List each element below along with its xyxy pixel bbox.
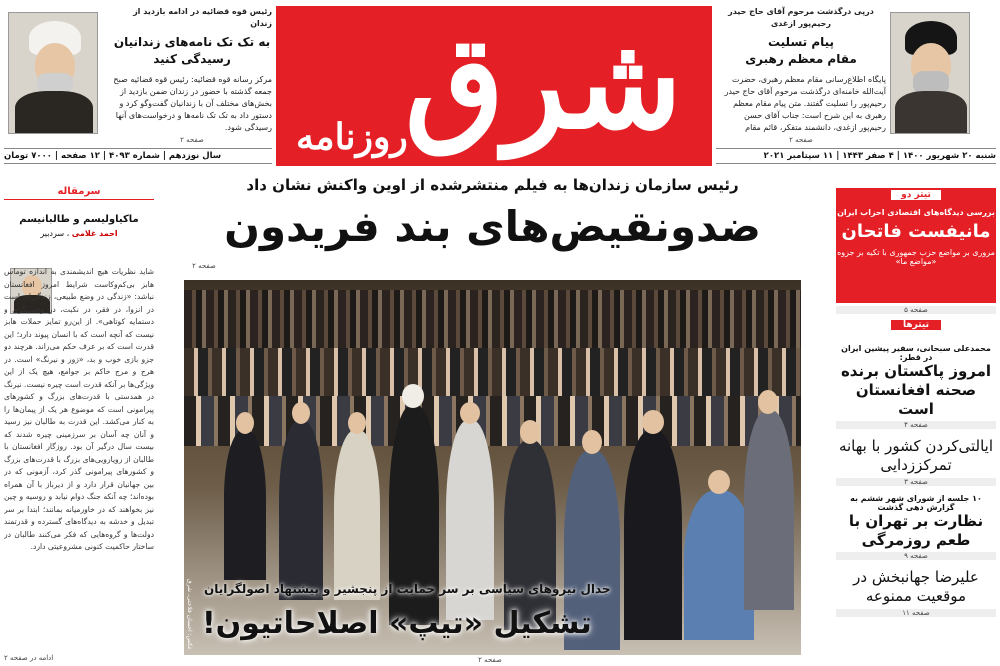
left-story-body: مرکز رسانه قوه قضائیه: رئیس قوه قضائیه صبح جمعه گذشته با حضور در زندان ضمن بازدید از بخش‌های مختلف آن با زندانیان گفت‌وگو کرد و دستور داد به تک تک نامه‌ها و درخواست‌های آنها رسیدگی شود. [113, 75, 272, 132]
masthead [0, 0, 1000, 170]
headline-item-title: ایالتی‌کردن کشور با بهانه تمرکززدایی [838, 437, 994, 474]
editorial-body: شاید نظریات هیچ اندیشمندی به اندازه توماس هابز بی‌کم‌وکاست شرایط امروز افغانستان نباشد: «زندگی در وضع طبیعی، زندگی‌ای است در انزوا، در فقر، در نکبت، در وحشیگری و دستمایه کوتاهی». از این‌رو تمایز حملات هابز نیست که آنچه است که با انسان پیوند دارد؛ این قدرت است که بر عرف حکم می‌راند. هرچند دو جزو بازی خوب و بد، «زور و نیرنگ» است. در هرج و مرج حاکم بر جوامع، هیچ یک از این ویژگی‌ها بر آنکه قدرت است چیره نیست. نیرنگ در همدستی با قدرت‌های بزرگ و کشورهای پیرامونی است که موضوع هر یک از پیمان‌ها را به کنار می‌کشد. این قدرت به طالبان نیز رسید و آنان چه آسان بر سرزمینی چیره شدند که بیست سال درگیر آن بود. روزگار افغانستان با طالبان از رویارویی‌های بزرگ با قدرت‌های بزرگ و کشورهای پیرامونی گذر کرد، آزمونی که در بین جهانیان قرار دارد و از دیرباز با آن همراه بوده‌اند؛ چه آنکه جنگ دوام نیابد و روسیه و چین نیز بخواهند که در خاورمیانه بمانند؛ ابتدا بر سر تبدیل و خدشه به دیدگاه‌های گسترده و قدرتمند دولت‌ها و گروه‌هایی که فکر می‌کنند طالبان در ساختار حاکمیت کنونی مشروعیتی دارد. [4, 267, 154, 551]
featured-kicker: بررسی دیدگاه‌های اقتصادی احزاب ایران [837, 208, 995, 217]
right-story-title[interactable] [716, 34, 886, 68]
left-story-title-line1: به تک تک نامه‌های زندانیان [113, 35, 271, 49]
left-masthead-story [112, 6, 272, 144]
right-story-page-ref: صفحه ۲ [789, 136, 813, 144]
featured-title: مانیفست فاتحان [841, 221, 991, 242]
right-story-kicker: درپی درگذشت مرحوم آقای حاج حیدر رحیم‌پور ازغدی [728, 7, 874, 28]
left-story-page-ref: صفحه ۲ [180, 136, 204, 144]
dateline-issue: سال نوزدهم | شماره ۴۰۹۳ | ۱۲ صفحه | ۷۰۰۰ تومان [4, 148, 272, 164]
right-story-title-line2: مقام معظم رهبری [745, 52, 857, 66]
photo-story-kicker: جدال نیروهای سیاسی بر سر حمایت از پنجشیر و پیشنهاد اصولگرایان [204, 582, 611, 596]
main-story-headline[interactable]: ضدونقیض‌های بند فریدون [224, 202, 761, 251]
photo-credit: عکس: احسان فلاحتی، شرق [186, 578, 193, 650]
photo-story-headline[interactable]: تشکیل «تیپ» اصلاحاتیون! [202, 606, 592, 641]
headline-item[interactable] [836, 437, 996, 486]
right-masthead-story [716, 6, 886, 144]
main-story-kicker: رئیس سازمان زندان‌ها به فیلم منتشرشده از اوین واکنش نشان داد [246, 176, 739, 194]
right-story-body: پایگاه اطلاع‌رسانی مقام معظم رهبری، حضرت آیت‌الله خامنه‌ای درگذشت مرحوم آقای حاج حیدر رحیم‌پور را تسلیت گفتند. متن پیام مقام معظم رهبری به این شرح است: جناب آقای حسن رحیم‌پور ازغدی، دانشمند متفکر، قائم مقام [724, 75, 886, 132]
headline-item-page-ref: صفحه ۱۱ [836, 609, 996, 617]
headline-item-title: امروز پاکستان برنده صحنه افغانستان است [840, 362, 992, 418]
left-story-kicker: رئیس قوه قضائیه در ادامه بازدید از زندان [133, 7, 272, 28]
headlines-tag: تیترها [891, 320, 941, 330]
left-story-title[interactable] [112, 34, 272, 68]
featured-page-ref: صفحه ۵ [836, 306, 996, 314]
editorial-column [4, 186, 154, 664]
headline-item-title: نظارت بر تهران با طعم روزمرگی [848, 511, 984, 549]
editorial-author: احمد غلامی ، سردبیر [40, 229, 118, 238]
headline-item-kicker: ۱۰ جلسه از شورای شهر ششم به گزارش دهی گذشت [850, 493, 982, 512]
editorial-author-name: احمد غلامی [71, 229, 118, 238]
logo-small-text: روزنامه [296, 116, 408, 158]
left-story-title-line2: رسیدگی کنید [153, 52, 231, 66]
headline-item[interactable] [836, 568, 996, 617]
headline-item-title: علیرضا جهانبخش در موقعیت ممنوعه [853, 568, 979, 605]
photo-story-page-ref: صفحه ۲ [478, 656, 502, 664]
newspaper-logo [276, 6, 712, 166]
left-portrait-photo [8, 12, 98, 134]
headlines-list [836, 320, 996, 660]
headline-item-page-ref: صفحه ۴ [836, 421, 996, 429]
headline-item-kicker: محمدعلی سبحانی، سفیر پیشین ایران در قطر: [841, 344, 991, 362]
right-story-title-line1: پیام تسلیت [767, 35, 835, 49]
featured-tag: تیتر دو [891, 190, 941, 200]
logo-main-text: شرق [404, 8, 682, 158]
editorial-continued: ادامه در صفحه ۲ [4, 654, 54, 662]
editorial-title[interactable]: ماکیاولیسم و طالبانیسم [19, 214, 139, 225]
editorial-author-role: سردبیر [40, 229, 65, 238]
headline-item-page-ref: صفحه ۳ [836, 478, 996, 486]
headline-item-page-ref: صفحه ۹ [836, 552, 996, 560]
main-story-page-ref: صفحه ۲ [192, 262, 216, 270]
right-portrait-photo [890, 12, 970, 134]
featured-story-box[interactable] [836, 188, 996, 303]
headline-item[interactable] [836, 494, 996, 561]
featured-body: مروری بر مواضع حزب جمهوری با تکیه بر جزوه «مواضع ما» [837, 247, 995, 266]
editorial-label: سرمقاله [4, 186, 154, 200]
main-photo-conference-crowd [184, 280, 801, 655]
headline-item[interactable] [836, 344, 996, 429]
dateline-date: شنبه ۲۰ شهریور ۱۴۰۰ | ۴ صفر ۱۴۴۳ | ۱۱ سپتامبر ۲۰۲۱ [716, 148, 996, 164]
